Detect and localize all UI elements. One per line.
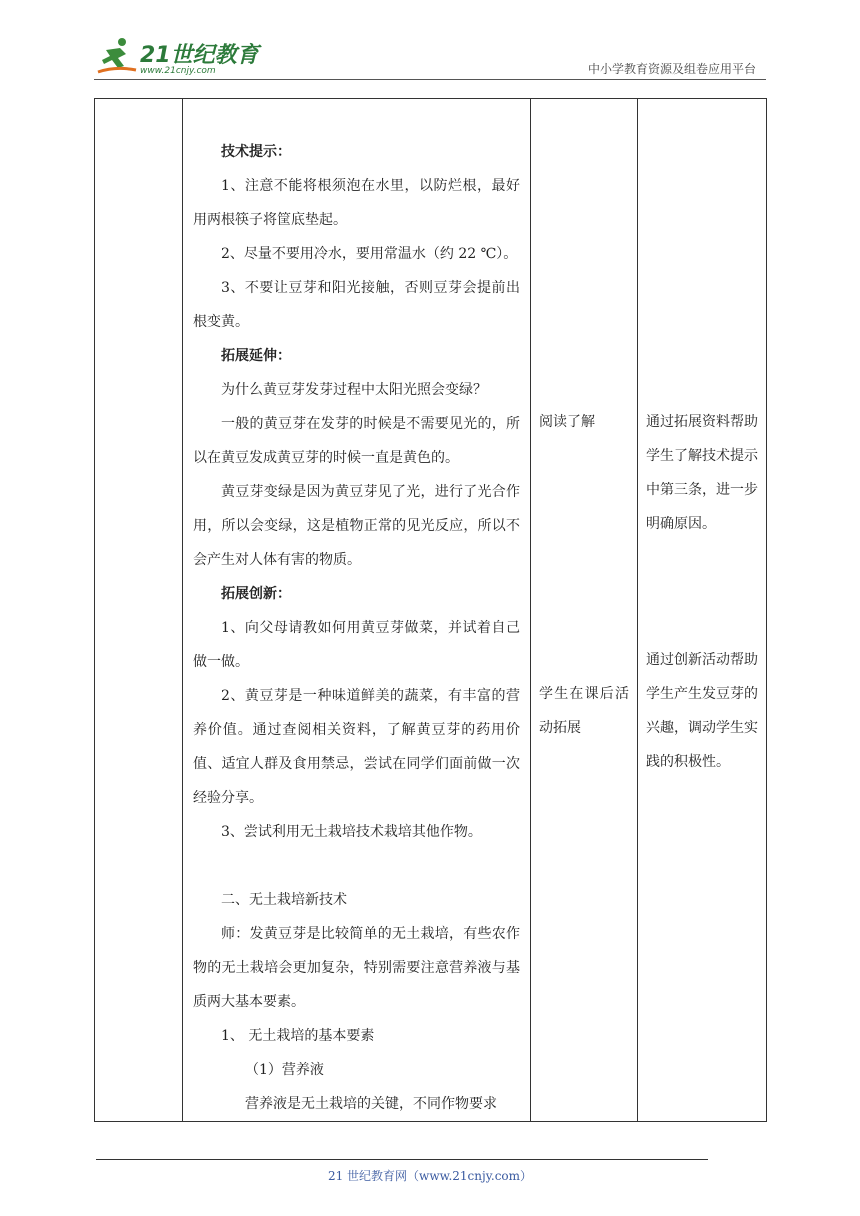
logo-url: www.21cnjy.com bbox=[140, 66, 216, 76]
elements-heading: 1、 无土栽培的基本要素 bbox=[221, 1028, 375, 1044]
lesson-table bbox=[94, 98, 767, 1122]
extension-question: 为什么黄豆芽发芽过程中太阳光照会变绿？ bbox=[221, 382, 487, 398]
table-row bbox=[95, 99, 767, 1122]
tip-2: 2、尽量不要用冷水，要用常温水（约 22 ℃）。 bbox=[221, 246, 518, 262]
extension-title: 拓展延伸： bbox=[221, 348, 291, 364]
innovation-1: 1、向父母请教如何用黄豆芽做菜，并试着自己做一做。 bbox=[193, 620, 520, 670]
innovation-title: 拓展创新： bbox=[221, 586, 291, 602]
runner-logo-icon bbox=[96, 36, 138, 76]
tech-tips-title: 技术提示： bbox=[221, 144, 291, 160]
stage-cell bbox=[95, 99, 183, 1122]
section-2-heading: 二、无土栽培新技术 bbox=[221, 892, 347, 908]
footer-divider bbox=[96, 1159, 708, 1160]
activity-extension: 学生在课后活动拓展 bbox=[539, 686, 629, 736]
footer-text: 21 世纪教育网（www.21cnjy.com） bbox=[327, 1169, 533, 1183]
nutrient-heading: （1）营养液 bbox=[245, 1062, 324, 1078]
platform-name: 中小学教育资源及组卷应用平台 bbox=[587, 62, 756, 76]
extension-para-2: 黄豆芽变绿是因为黄豆芽见了光，进行了光合作用，所以会变绿，这是植物正常的见光反应，所以不会产生对人体有害的物质。 bbox=[193, 484, 520, 568]
teacher-statement: 师：发黄豆芽是比较简单的无土栽培，有些农作物的无土栽培会更加复杂，特别需要注意营养液与基质两大基本要素。 bbox=[193, 926, 520, 1010]
activity-read: 阅读了解 bbox=[539, 414, 595, 430]
extension-para-1: 一般的黄豆芽在发芽的时候是不需要见光的，所以在黄豆发成黄豆芽的时候一直是黄色的。 bbox=[193, 416, 520, 466]
logo-text: 21世纪教育 bbox=[140, 43, 259, 68]
student-activity-cell bbox=[531, 99, 638, 1122]
nutrient-text: 营养液是无土栽培的关键，不同作物要求 bbox=[245, 1096, 497, 1112]
design-intent-cell bbox=[638, 99, 767, 1122]
site-logo bbox=[96, 36, 266, 78]
innovation-3: 3、尝试利用无土栽培技术栽培其他作物。 bbox=[221, 824, 482, 840]
innovation-2: 2、黄豆芽是一种味道鲜美的蔬菜，有丰富的营养价值。通过查阅相关资料，了解黄豆芽的药用价值、适宜人群及食用禁忌，尝试在同学们面前做一次经验分享。 bbox=[193, 688, 520, 806]
header-divider bbox=[94, 79, 766, 80]
intent-2: 通过创新活动帮助学生产生发豆芽的兴趣，调动学生实践的积极性。 bbox=[646, 652, 758, 770]
teaching-content-cell bbox=[183, 99, 531, 1122]
tip-3: 3、不要让豆芽和阳光接触，否则豆芽会提前出根变黄。 bbox=[193, 280, 520, 330]
tip-1: 1、注意不能将根须泡在水里，以防烂根，最好用两根筷子将筐底垫起。 bbox=[193, 178, 520, 228]
intent-1: 通过拓展资料帮助学生了解技术提示中第三条，进一步明确原因。 bbox=[646, 414, 758, 532]
